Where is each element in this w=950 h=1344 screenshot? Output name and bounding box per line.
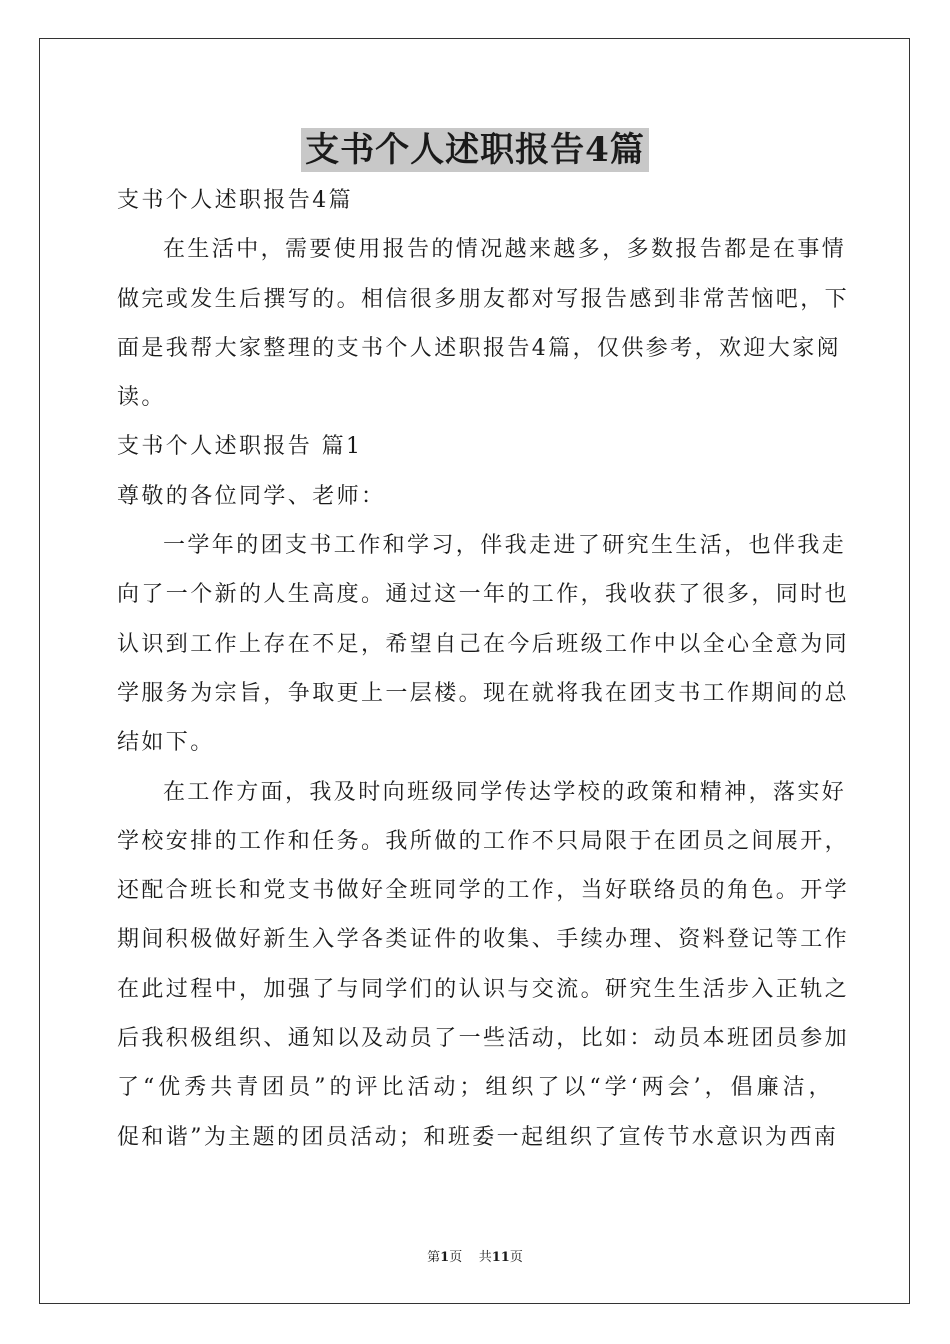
text-line: 做完或发生后撰写的。相信很多朋友都对写报告感到非常苦恼吧，下	[117, 286, 850, 312]
footer-page-suffix: 页	[449, 1250, 463, 1265]
text-line: 尊敬的各位同学、老师：	[117, 483, 386, 509]
text-line: 面是我帮大家整理的支书个人述职报告4篇，仅供参考，欢迎大家阅	[117, 335, 841, 361]
text-line: 读。	[117, 385, 166, 411]
text-line: 促和谐”为主题的团员活动；和班委一起组织了宣传节水意识为西南	[117, 1124, 839, 1150]
document-body	[117, 176, 850, 1162]
footer-total-prefix: 共	[478, 1250, 492, 1265]
text-line: 结如下。	[117, 730, 215, 756]
text-line: 学校安排的工作和任务。我所做的工作不只局限于在团员之间展开，	[117, 828, 850, 854]
footer-total-pages: 11	[491, 1250, 510, 1265]
text-line: 学服务为宗旨，争取更上一层楼。现在就将我在团支书工作期间的总	[117, 680, 850, 706]
document-title: 支书个人述职报告4篇	[301, 128, 649, 172]
text-line: 后我积极组织、通知以及动员了一些活动，比如：动员本班团员参加	[117, 1026, 850, 1052]
title-container	[0, 128, 950, 172]
page-footer	[0, 1249, 950, 1267]
text-line: 一学年的团支书工作和学习，伴我走进了研究生生活，也伴我走	[163, 533, 847, 559]
text-line: 在生活中，需要使用报告的情况越来越多，多数报告都是在事情	[163, 237, 847, 263]
text-line: 支书个人述职报告4篇	[117, 188, 353, 213]
footer-page-number: 1	[440, 1250, 450, 1265]
text-line: 向了一个新的人生高度。通过这一年的工作，我收获了很多，同时也	[117, 582, 850, 608]
text-line: 在此过程中，加强了与同学们的认识与交流。研究生生活步入正轨之	[117, 976, 850, 1002]
text-line: 认识到工作上存在不足，希望自己在今后班级工作中以全心全意为同	[117, 631, 850, 657]
footer-total-suffix: 页	[509, 1250, 523, 1265]
text-line: 期间积极做好新生入学各类证件的收集、手续办理、资料登记等工作	[117, 927, 850, 953]
text-line: 还配合班长和党支书做好全班同学的工作，当好联络员的角色。开学	[117, 878, 850, 904]
text-line: 在工作方面，我及时向班级同学传达学校的政策和精神，落实好	[163, 779, 847, 805]
footer-page-prefix: 第	[427, 1250, 441, 1265]
text-line: 支书个人述职报告 篇1	[117, 434, 363, 460]
text-line: 了“优秀共青团员”的评比活动；组织了以“学‘两会’，倡廉洁，	[117, 1075, 833, 1101]
